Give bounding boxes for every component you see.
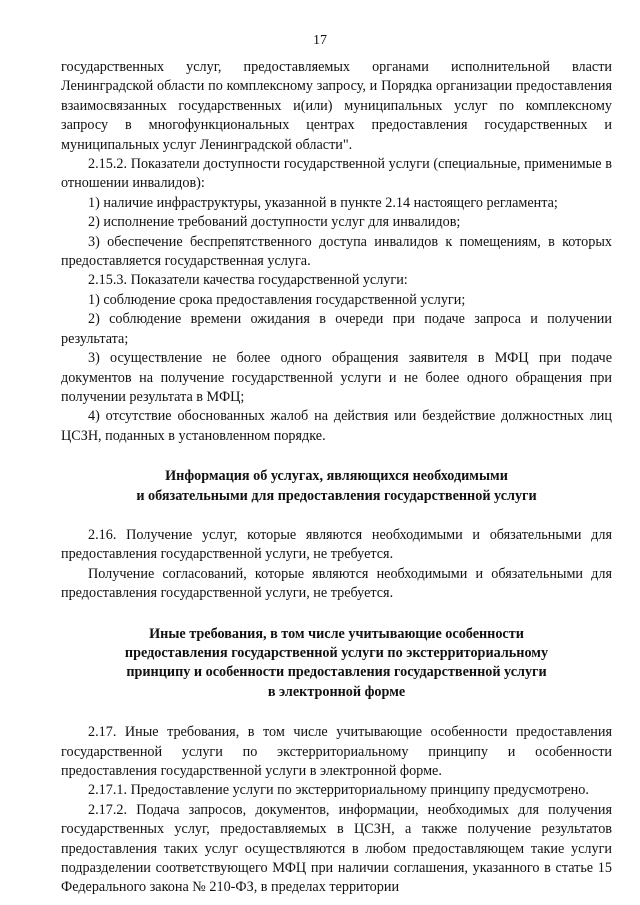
- page-number: 17: [313, 33, 327, 48]
- section-heading: [61, 467, 612, 506]
- heading-line: и обязательными для предоставления государственной услуги: [136, 487, 537, 504]
- document-body: [61, 58, 612, 898]
- paragraph: 2.15.2. Показатели доступности государственной услуги (специальные, применимые в отношении инвалидов):: [61, 156, 612, 192]
- heading-line: принципу и особенности предоставления государственной услуги: [126, 664, 547, 681]
- heading-line: Иные требования, в том числе учитывающие особенности: [149, 625, 524, 642]
- paragraph: 2.15.3. Показатели качества государственной услуги:: [88, 272, 408, 289]
- list-item: 2) соблюдение времени ожидания в очереди при подаче запроса и получении результата;: [61, 311, 612, 347]
- list-item: 3) обеспечение беспрепятственного доступа инвалидов к помещениям, в которых предоставляется государственная услуга.: [61, 233, 612, 270]
- paragraph: 2.17.1. Предоставление услуги по экстерриториальному принципу предусмотрено.: [88, 782, 589, 799]
- list-item: 4) отсутствие обоснованных жалоб на действия или бездействие должностных лиц ЦСЗН, поданных в установленном порядке.: [61, 408, 612, 444]
- paragraph: 2.16. Получение услуг, которые являются необходимыми и обязательными для предоставления государственной услуги, не требуется.: [61, 526, 612, 563]
- list-item: 1) соблюдение срока предоставления государственной услуги;: [88, 291, 466, 308]
- paragraph: Получение согласований, которые являются необходимыми и обязательными для предоставления государственной услуги, не требуется.: [61, 565, 612, 602]
- heading-line: предоставления государственной услуги по экстерриториальному: [124, 644, 549, 661]
- paragraph: 2.17.2. Подача запросов, документов, информации, необходимых для получения государственных услуг, предоставляемых в ЦСЗН, а также получение результатов предоставления таких услуг осуществляются в любом предоставляющем такие услуги подразделении соответствующего МФЦ при наличии соглашения, указанного в статье 15 Федерального закона № 210-ФЗ, в пределах территории: [61, 801, 612, 896]
- list-item: 3) осуществление не более одного обращения заявителя в МФЦ при подаче документов на получение государственной услуги и не более одного обращения при получении результата в МФЦ;: [61, 350, 612, 405]
- section-heading: [61, 625, 612, 703]
- heading-line: Информация об услугах, являющихся необходимыми: [165, 468, 508, 485]
- paragraph: государственных услуг, предоставляемых органами исполнительной власти Ленинградской области по комплексному запросу, и Порядка организации предоставления взаимосвязанных государственных и(или) муниципальных услуг по комплексному запросу в многофункциональных центрах предоставления государственных и муниципальных услуг Ленинградской области".: [61, 59, 612, 153]
- list-item: 2) исполнение требований доступности услуг для инвалидов;: [88, 214, 461, 231]
- heading-line: в электронной форме: [267, 683, 406, 700]
- list-item: 1) наличие инфраструктуры, указанной в пункте 2.14 настоящего регламента;: [88, 194, 558, 211]
- paragraph: 2.17. Иные требования, в том числе учитывающие особенности предоставления государственной услуги по экстерриториальному принципу и особенности предоставления государственной услуги в электронной форме.: [61, 724, 612, 779]
